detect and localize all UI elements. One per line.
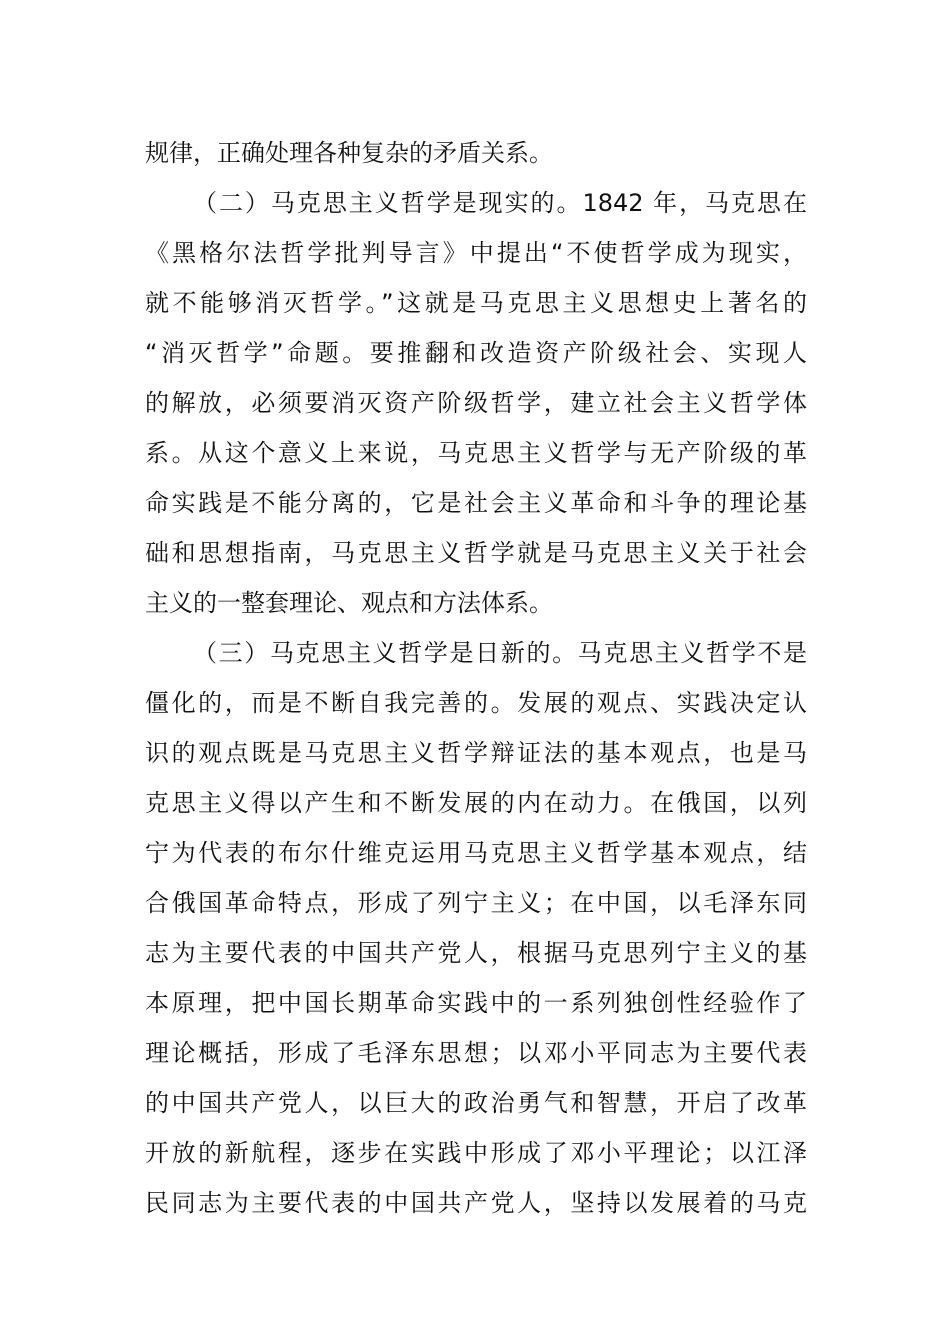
- text-line: 志为主要代表的中国共产党人，根据马克思列宁主义的基: [145, 939, 807, 967]
- text-line: 规律，正确处理各种复杂的矛盾关系。: [145, 139, 553, 167]
- text-line: 识的观点既是马克思主义哲学辩证法的基本观点，也是马: [145, 739, 807, 767]
- body-text: [145, 128, 807, 1228]
- text-line: “消灭哲学”命题。要推翻和改造资产阶级社会、实现人: [145, 339, 807, 367]
- text-line: 主义的一整套理论、观点和方法体系。: [145, 589, 553, 617]
- text-line: 命实践是不能分离的，它是社会主义革命和斗争的理论基: [145, 489, 807, 517]
- text-line: 本原理，把中国长期革命实践中的一系列独创性经验作了: [145, 989, 807, 1017]
- paragraph-start-line: （二）马克思主义哲学是现实的。1842 年，马克思在: [193, 189, 807, 217]
- text-line: 克思主义得以产生和不断发展的内在动力。在俄国，以列: [145, 789, 807, 817]
- text-line: 开放的新航程，逐步在实践中形成了邓小平理论；以江泽: [145, 1139, 807, 1167]
- text-line: 的中国共产党人，以巨大的政治勇气和智慧，开启了改革: [145, 1089, 807, 1117]
- text-line: 《黑格尔法哲学批判导言》中提出“不使哲学成为现实，: [145, 239, 807, 267]
- text-line: 系。从这个意义上来说，马克思主义哲学与无产阶级的革: [145, 439, 807, 467]
- text-line: 民同志为主要代表的中国共产党人，坚持以发展着的马克: [145, 1189, 807, 1217]
- text-line: 础和思想指南，马克思主义哲学就是马克思主义关于社会: [145, 539, 807, 567]
- text-line: 宁为代表的布尔什维克运用马克思主义哲学基本观点，结: [145, 839, 807, 867]
- paragraph-start-line: （三）马克思主义哲学是日新的。马克思主义哲学不是: [193, 639, 807, 667]
- text-line: 的解放，必须要消灭资产阶级哲学，建立社会主义哲学体: [145, 389, 807, 417]
- text-line: 就不能够消灭哲学。”这就是马克思主义思想史上著名的: [145, 289, 807, 317]
- text-line: 僵化的，而是不断自我完善的。发展的观点、实践决定认: [145, 689, 807, 717]
- text-line: 理论概括，形成了毛泽东思想；以邓小平同志为主要代表: [145, 1039, 807, 1067]
- text-line: 合俄国革命特点，形成了列宁主义；在中国，以毛泽东同: [145, 889, 807, 917]
